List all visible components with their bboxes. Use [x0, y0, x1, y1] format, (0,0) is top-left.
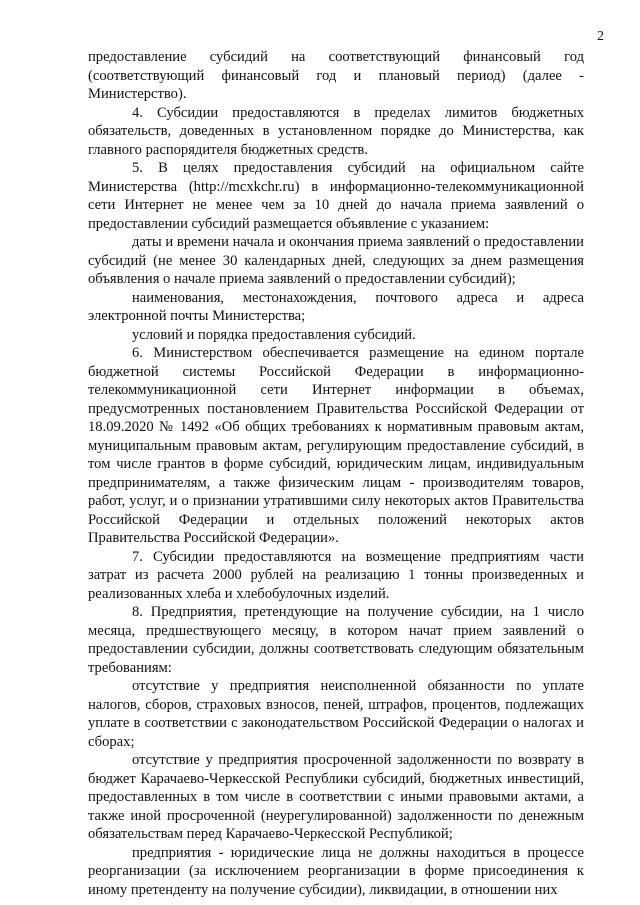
paragraph-req-taxes: отсутствие у предприятия неисполненной обязанности по уплате налогов, сборов, страховых взносов, пеней, штрафов, процентов, подлежащих уплате в соответствии с законодательством Российской Федерации о налогах и сборах; — [88, 678, 584, 750]
paragraph-names: наименования, местонахождения, почтового адреса и адреса электронной почты Министерства; — [88, 289, 584, 324]
paragraph-req-reorg: предприятия - юридические лица не должны находиться в процессе реорганизации (за исключением реорганизации в форме присоединения к иному претенденту на получение субсидии), ликвидации, в отношении них — [88, 844, 584, 898]
page-number: 2 — [597, 29, 604, 44]
paragraph-item-4: 4. Субсидии предоставляются в пределах лимитов бюджетных обязательств, доведенных в установленном порядке до Министерства, как главного распорядителя бюджетных средств. — [88, 104, 584, 158]
paragraph-item-7: 7. Субсидии предоставляются на возмещение предприятиям части затрат из расчета 2000 рублей на реализацию 1 тонны произведенных и реализованных хлеба и хлебобулочных изделий. — [88, 548, 584, 602]
paragraph-item-6: 6. Министерством обеспечивается размещение на едином портале бюджетной системы Российской Федерации в информационно-телекоммуникационной сети Интернет информации в объемах, предусмотренных постановлением Правительства Российской Федерации от 18.09.2020 № 1492 «Об общих требованиях к нормативным правовым актам, муниципальным правовым актам, регулирующим предоставление субсидий, в том числе грантов в форме субсидий, юридическим лицам, индивидуальным предпринимателям, а также физическим лицам - производителям товаров, работ, услуг, и о признании утратившими силу некоторых актов Правительства Российской Федерации и отдельных положений некоторых актов Правительства Российской Федерации». — [88, 345, 584, 546]
paragraph-continuation: предоставление субсидий на соответствующий финансовый год (соответствующий финансовый год и плановый период) (далее - Министерство). — [88, 49, 584, 102]
paragraph-item-8: 8. Предприятия, претендующие на получение субсидии, на 1 число месяца, предшествующего месяцу, в котором начат прием заявлений о предоставлении субсидии, должны соответствовать следующим обязательным требованиям: — [88, 604, 584, 676]
paragraph-item-5: 5. В целях предоставления субсидий на официальном сайте Министерства (http://mcxkchr.ru) в информационно-телекоммуникационной сети Интернет не менее чем за 10 дней до начала приема заявлений о предоставлении субсидий размещается объявление с указанием: — [88, 160, 584, 232]
document-body — [88, 48, 584, 899]
paragraph-conditions: условий и порядка предоставления субсидий. — [132, 326, 416, 343]
paragraph-dates: даты и времени начала и окончания приема заявлений о предоставлении субсидий (не менее 30 календарных дней, следующих за днем размещения объявления о начале приема заявлений о предоставлении субсидий); — [88, 234, 584, 287]
paragraph-req-debt: отсутствие у предприятия просроченной задолженности по возврату в бюджет Карачаево-Черкесской Республики субсидий, бюджетных инвестиций, предоставленных в том числе в соответствии с иными правовыми актами, а также иной просроченной (неурегулированной) задолженности по денежным обязательствам перед Карачаево-Черкесской Республикой; — [88, 752, 584, 842]
